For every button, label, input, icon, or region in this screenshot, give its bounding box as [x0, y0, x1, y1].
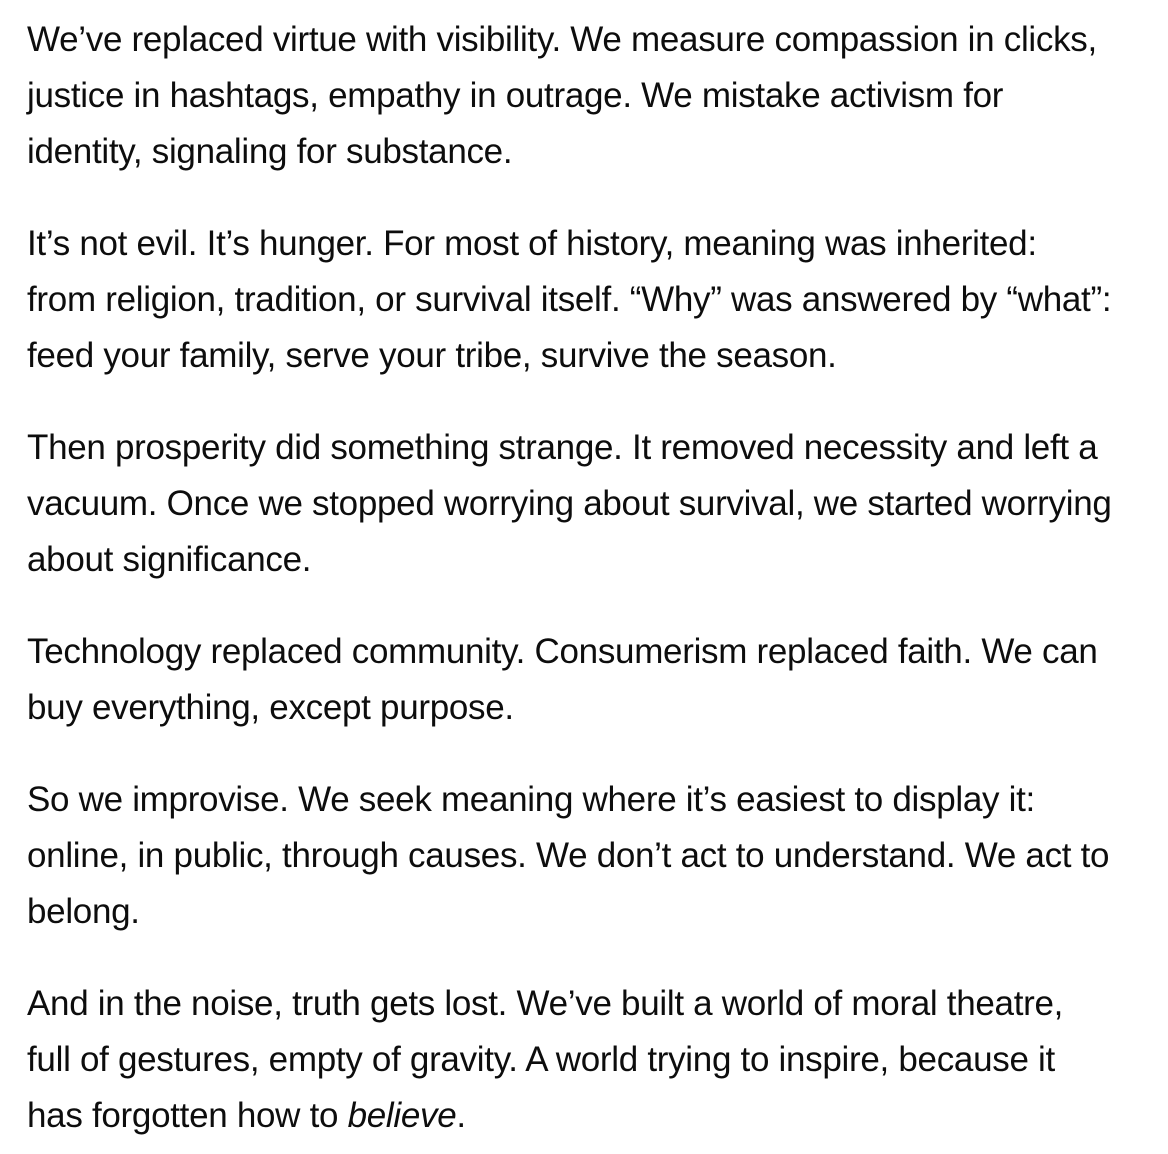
paragraph-6-text: And in the noise, truth gets lost. We’ve built a world of moral theatre, full of gestures, empty of gravity. A world trying to inspire, because it has forgotten how to [27, 984, 1064, 1135]
paragraph-1: We’ve replaced virtue with visibility. We measure compassion in clicks, justice in hashtags, empathy in outrage. We mistake activism for identity, signaling for substance. [27, 20, 1097, 171]
paragraph-3: Then prosperity did something strange. It removed necessity and left a vacuum. Once we stopped worrying about survival, we started worrying about significance. [27, 428, 1112, 579]
paragraph-4: Technology replaced community. Consumerism replaced faith. We can buy everything, except purpose. [27, 632, 1098, 727]
paragraph-2: It’s not evil. It’s hunger. For most of history, meaning was inherited: from religion, tradition, or survival itself. “Why” was answered by “what”: feed your family, serve your tribe, survive the season. [27, 224, 1112, 375]
paragraph-5: So we improvise. We seek meaning where it’s easiest to display it: online, in public, through causes. We don’t act to understand. We act to belong. [27, 780, 1110, 931]
paragraph-6 [27, 976, 1112, 1144]
emphasized-word-believe: believe [347, 1096, 457, 1135]
paragraph-6-period: . [456, 1096, 466, 1135]
